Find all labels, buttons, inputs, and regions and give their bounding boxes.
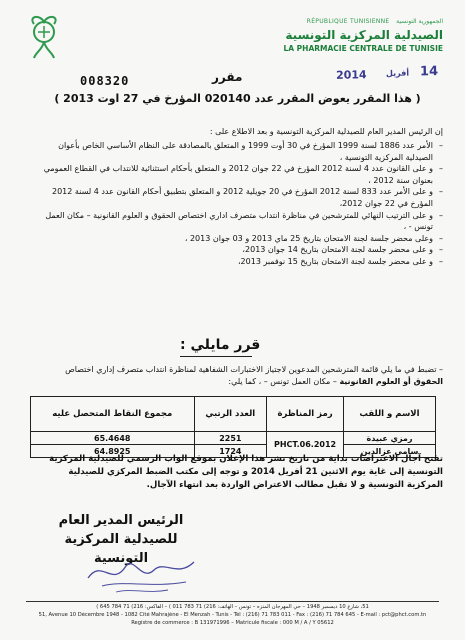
heading-underline bbox=[180, 356, 252, 357]
handwritten-signature bbox=[82, 548, 202, 596]
list-item: – وعلى محضر جلسة لجنة الامتحان بتاريخ 25 ماي 2013 و 03 جوان 2013 ، bbox=[36, 233, 443, 245]
header-org-arabic: الصيدلية المركزية التونسية bbox=[285, 28, 443, 42]
footer-address-arabic: 51، شارع 10 ديسمبر 1948 – حي المهرجان المنزه – تونس – الهاتف: 216) 71 783 011 ) – الفاكس: 216) 71 784 645 ) bbox=[96, 604, 369, 610]
header-org-french: LA PHARMACIE CENTRALE DE TUNISIE bbox=[283, 44, 443, 53]
header-score: مجموع النقاط المتحصل عليه bbox=[31, 397, 195, 432]
legal-references-list bbox=[36, 140, 443, 268]
list-item: – و على محضر جلسة لجنة الامتحان بتاريخ 15 نوفمبر 2013، bbox=[36, 256, 443, 268]
table-header-row bbox=[31, 397, 436, 432]
header-code: رمز المناظرة bbox=[267, 397, 344, 432]
document-type: مقرر bbox=[212, 70, 243, 84]
list-item: – الأمر عدد 1886 لسنة 1999 المؤرخ في 30 أوت 1999 و المتعلق بالمصادقة على النظام الأساسي الخاص بأعوان الصيدلية المركزية التونسية ، bbox=[36, 140, 443, 163]
stamp-day: 14 bbox=[419, 64, 439, 80]
table-row bbox=[31, 432, 436, 445]
header-name: الاسم و اللقب bbox=[343, 397, 435, 432]
stamp-month: أفريل bbox=[385, 68, 410, 78]
signatory-title-line2: للصيدلية المركزية التونسية bbox=[64, 532, 178, 566]
candidates-table bbox=[30, 396, 436, 458]
list-item: – و على الترتيب النهائي للمترشحين في مناظرة انتداب متصرف اداري اختصاص الحقوق و العلوم القانونية – مكان العمل تونس - ، bbox=[36, 210, 443, 233]
document-subtitle: ( هذا المقرر يعوض المقرر عدد 020140 المؤرخ في 27 اوت 2013 ) bbox=[54, 92, 421, 105]
list-item: – و على الأمر عدد 833 لسنة 2012 المؤرخ في 20 جويلية 2012 و المتعلق بتطبيق أحكام القانون عدد 4 لسنة 2012 المؤرخ في 22 جوان 2012، bbox=[36, 186, 443, 209]
footer-address-french: 51, Avenue 10 Décembre 1948 - 1082 Cité Mahrajène - El Menzah - Tunis - Tél : (216) 71 783 011 - Fax : (216) 71 784 645 - E-mail : pct@phct.com.tn bbox=[38, 612, 427, 618]
cell-score: 65.4648 bbox=[31, 432, 195, 445]
cell-code: PHCT.06.2012 bbox=[267, 432, 344, 458]
signatory-title-line1: الرئيس المدير العام bbox=[58, 513, 184, 528]
list-item: – و على محضر جلسة لجنة الامتحان بتاريخ 14 جوان 2013، bbox=[36, 244, 443, 256]
footer-divider bbox=[26, 601, 439, 602]
decision-paragraph: – تضبط في ما يلي قائمة المترشحين المدعوين لاجتياز الاختبارات الشفاهية لمناظرة انتداب متصرف إداري اختصاص الحقوق أو العلوم القانونية – مكان العمل تونس – ، كما يلي: bbox=[65, 365, 443, 386]
stamp-year: 2014 bbox=[335, 68, 367, 82]
specialty: الحقوق أو العلوم القانونية bbox=[339, 376, 443, 386]
list-item: – و على القانون عدد 4 لسنة 2012 المؤرخ في 22 جوان 2012 و المتعلق بأحكام استثنائية للانتداب في القطاع العمومي بعنوان سنة 2012 ، bbox=[36, 163, 443, 186]
cell-rank: 2251 bbox=[194, 432, 267, 445]
decided-heading: قرر مايلي : bbox=[180, 337, 261, 353]
reference-number: 008320 bbox=[80, 74, 130, 88]
date-stamp bbox=[328, 63, 438, 85]
cell-name: سامي عزالدين bbox=[343, 445, 435, 458]
header-rank: العدد الرتبي bbox=[194, 397, 267, 432]
intro-line: إن الرئيس المدير العام للصيدلية المركزية التونسية و بعد الاطلاع على : bbox=[209, 127, 443, 136]
cell-score: 64.8925 bbox=[31, 445, 195, 458]
footer-registry: Registre de commerce : B 131971996 – Matricule fiscale : 000 M / A / Y 05612 bbox=[131, 620, 334, 626]
cell-rank: 1724 bbox=[194, 445, 267, 458]
cell-name: رمزي عبيدة bbox=[343, 432, 435, 445]
header-republic: RÉPUBLIQUE TUNISIENNE الجمهورية التونسية bbox=[306, 18, 443, 25]
objection-notice: تفتح آجال الاعتراضات بداية من تاريخ نشر هذا الإعلان بموقع الواب الرسمي للصيدلية المركزية التونسية إلى غاية يوم الاثنين 21 أفريل 2014 و توجه إلى مكتب الضبط المركزي للصيدلية المركزية التونسية و لا تقبل مطالب الاعتراض الواردة بعد انتهاء الآجال. bbox=[49, 454, 443, 490]
pharmacie-centrale-logo bbox=[22, 12, 66, 64]
